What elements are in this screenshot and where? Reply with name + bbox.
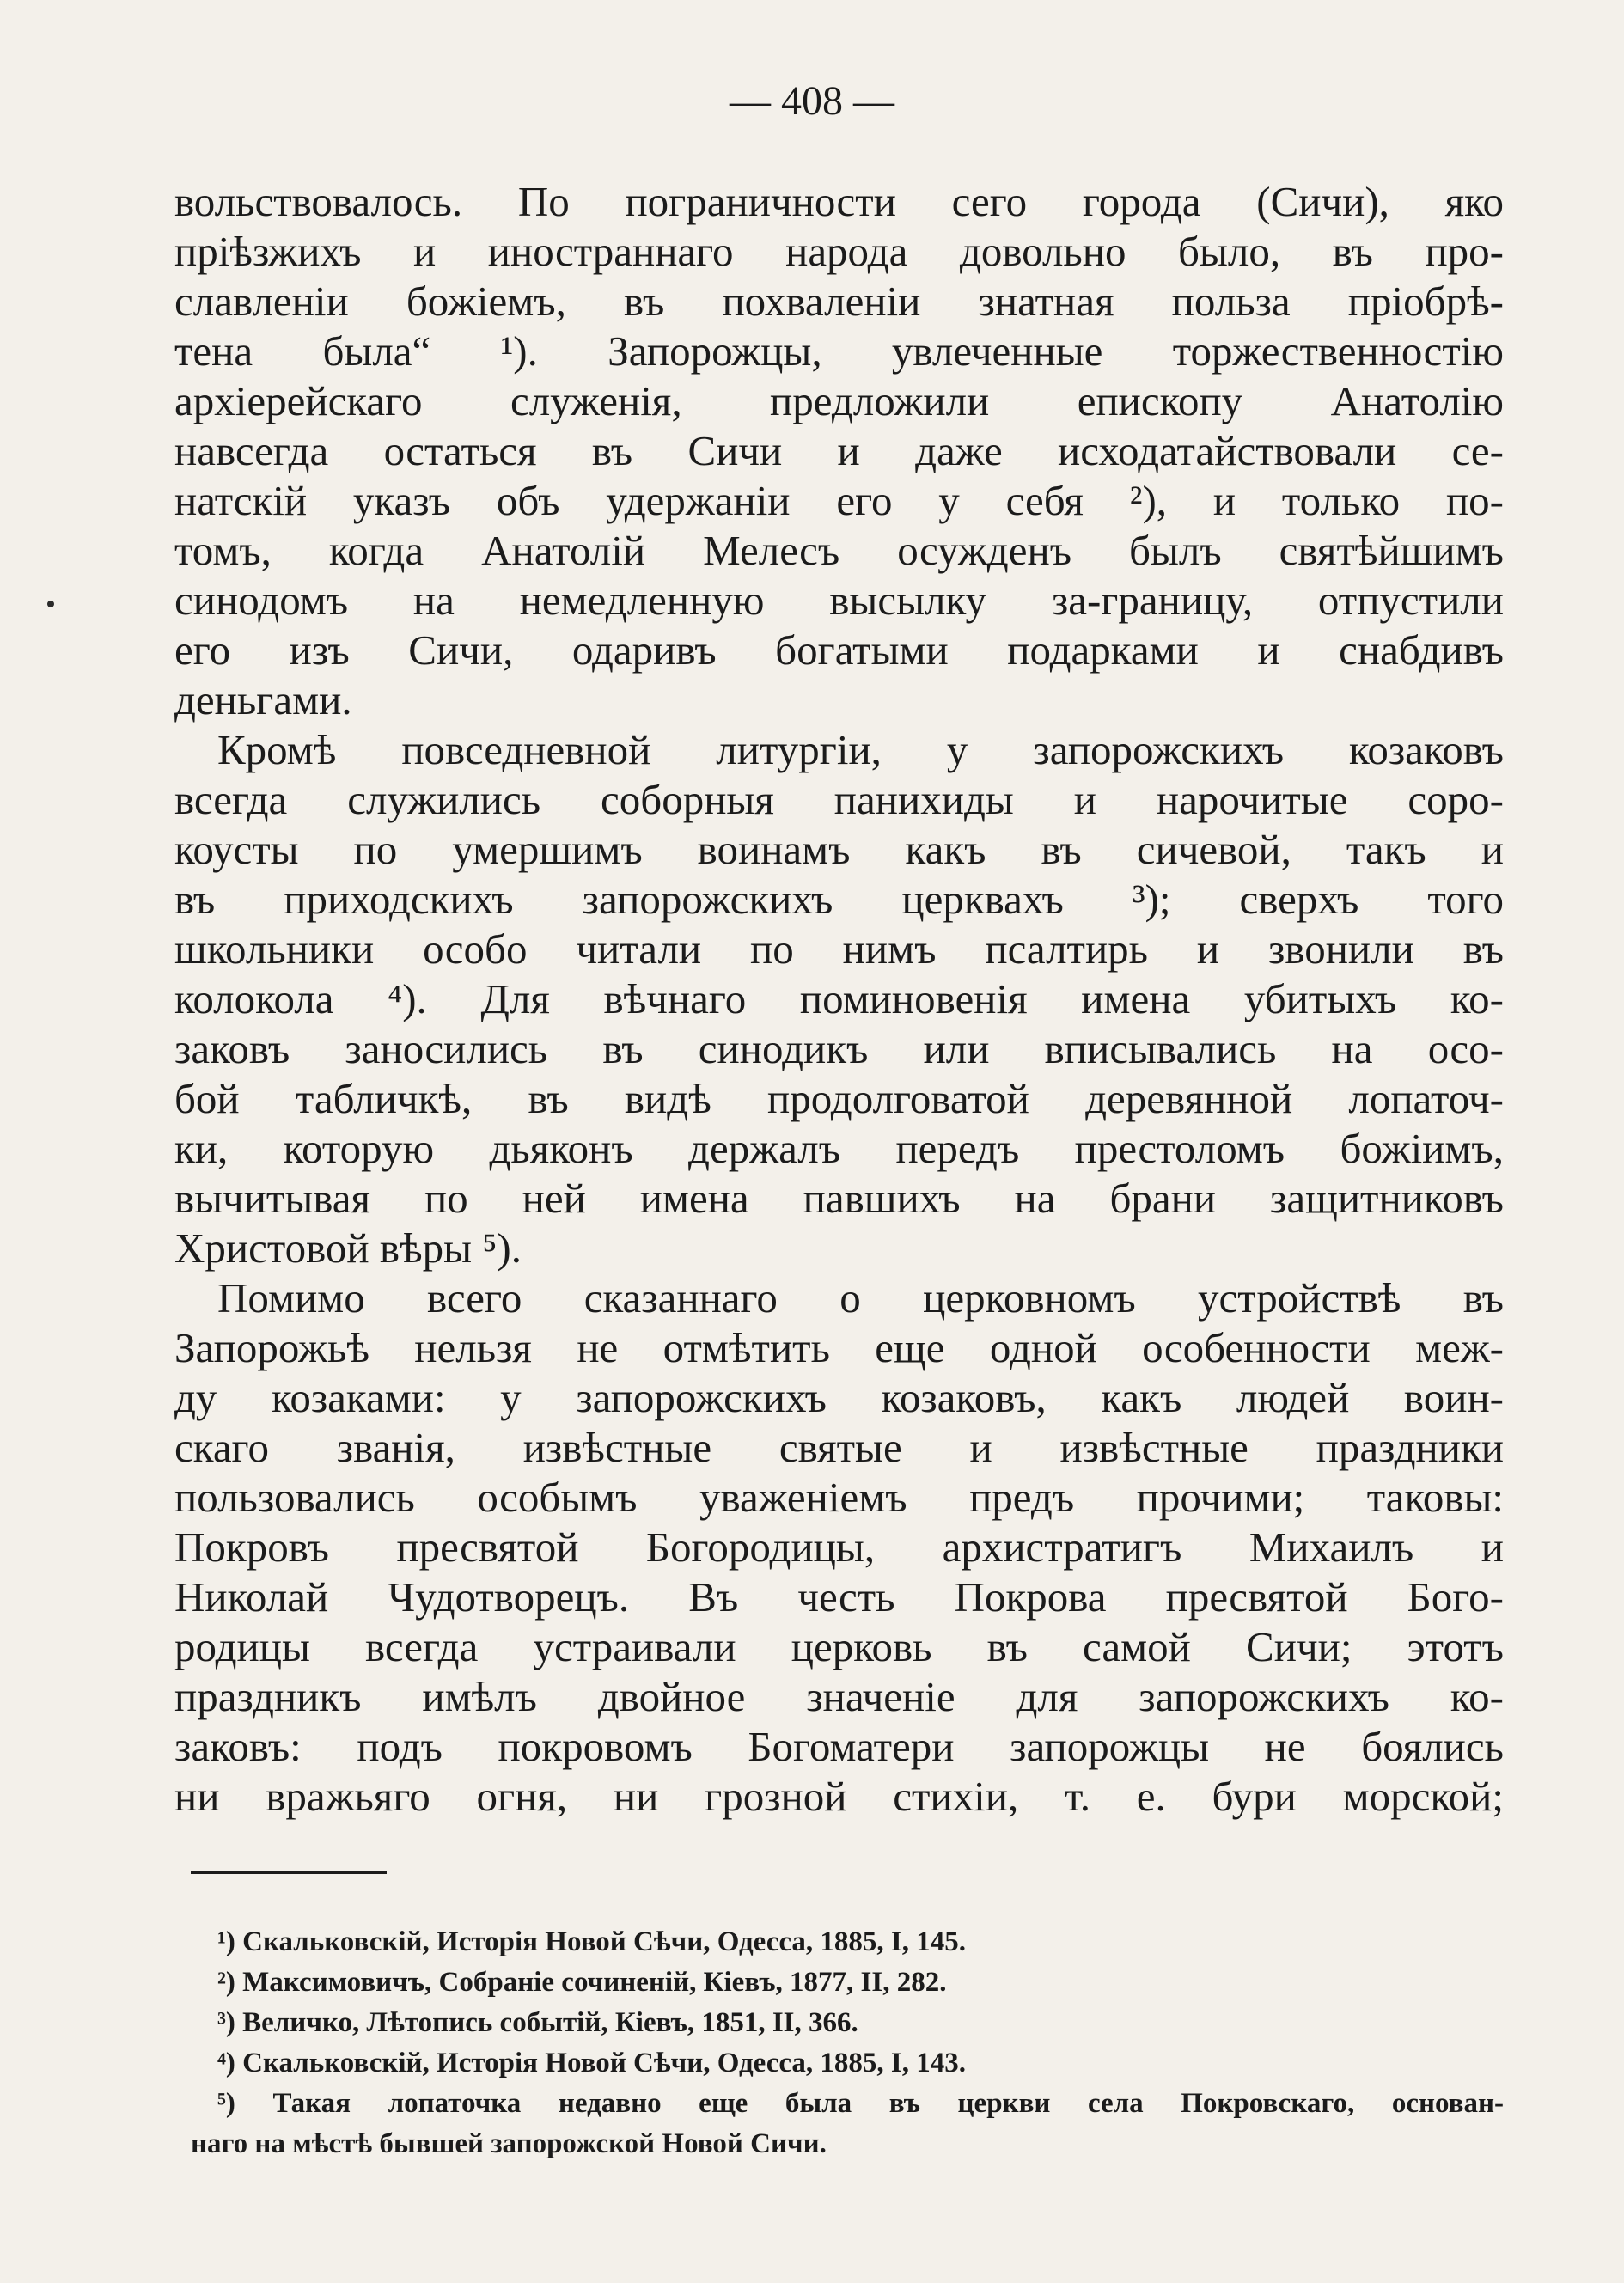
text-line: архіерейскаго служенія, предложили епископу Анатолію	[174, 377, 1504, 424]
text-line: праздникъ имѣлъ двойное значеніе для запорожскихъ ко-	[174, 1673, 1504, 1720]
text-line: заковъ: подъ покровомъ Богоматери запорожцы не боялись	[174, 1723, 1504, 1770]
text-line: навсегда остаться въ Сичи и даже исходатайствовали се-	[174, 427, 1504, 474]
page-number: — 408 —	[730, 78, 894, 124]
text-line: скаго званія, извѣстные святые и извѣстные праздники	[174, 1424, 1504, 1471]
text-line: Николай Чудотворецъ. Въ честь Покрова пресвятой Бого-	[174, 1573, 1504, 1621]
text-line: ки, которую дьяконъ держалъ передъ престоломъ божіимъ,	[174, 1125, 1504, 1172]
text-line: натскій указъ объ удержаніи его у себя ²), и только по-	[174, 477, 1504, 524]
margin-speck	[47, 601, 54, 607]
text-line: славленіи божіемъ, въ похваленіи знатная польза пріобрѣ-	[174, 278, 1504, 325]
text-line: вычитывая по ней имена павшихъ на брани защитниковъ	[174, 1175, 1504, 1222]
footnote-continuation: наго на мѣстѣ бывшей запорожской Новой Сичи.	[191, 2128, 827, 2159]
footnote-separator	[191, 1871, 387, 1874]
text-line: Христовой вѣры ⁵).	[174, 1224, 522, 1272]
text-line: въ приходскихъ запорожскихъ церквахъ ³); сверхъ того	[174, 876, 1504, 923]
text-line: его изъ Сичи, одаривъ богатыми подарками и снабдивъ	[174, 626, 1504, 674]
text-line: школьники особо читали по нимъ псалтирь и звонили въ	[174, 925, 1504, 973]
text-line: ни вражьяго огня, ни грозной стихіи, т. е. бури морской;	[174, 1773, 1504, 1820]
text-line: бой табличкѣ, въ видѣ продолговатой деревянной лопаточ-	[174, 1075, 1504, 1122]
text-line: Запорожьѣ нельзя не отмѣтить еще одной особенности меж-	[174, 1324, 1504, 1371]
text-line: всегда служились соборныя панихиды и нарочитые соро-	[174, 776, 1504, 823]
text-line: родицы всегда устраивали церковь въ самой Сичи; этотъ	[174, 1623, 1504, 1670]
footnote: ²) Максимовичъ, Собраніе сочиненій, Кіевъ, 1877, II, 282.	[217, 1967, 947, 1998]
text-line: коусты по умершимъ воинамъ какъ въ сичевой, такъ и	[174, 826, 1504, 873]
text-line: тена была“ ¹). Запорожцы, увлеченные торжественностію	[174, 327, 1504, 375]
text-line: томъ, когда Анатолій Мелесъ осужденъ былъ святѣйшимъ	[174, 527, 1504, 574]
text-line: пользовались особымъ уваженіемъ предъ прочими; таковы:	[174, 1474, 1504, 1521]
text-line: деньгами.	[174, 676, 352, 723]
text-line: синодомъ на немедленную высылку за-границу, отпустили	[174, 577, 1504, 624]
text-line: колокола ⁴). Для вѣчнаго поминовенія имена убитыхъ ко-	[174, 975, 1504, 1022]
text-line: ду козаками: у запорожскихъ козаковъ, какъ людей воин-	[174, 1374, 1504, 1421]
text-line: Помимо всего сказаннаго о церковномъ устройствѣ въ	[217, 1274, 1504, 1322]
text-line: вольствовалось. По пограничности сего города (Сичи), яко	[174, 178, 1504, 225]
footnote: ¹) Скальковскій, Исторія Новой Сѣчи, Одесса, 1885, I, 145.	[217, 1926, 967, 1957]
text-line: заковъ заносились въ синодикъ или вписывались на осо-	[174, 1025, 1504, 1072]
text-line: пріѣзжихъ и иностраннаго народа довольно было, въ про-	[174, 228, 1504, 275]
text-line: Кромѣ повседневной литургіи, у запорожскихъ козаковъ	[217, 726, 1504, 773]
footnote: ³) Величко, Лѣтопись событій, Кіевъ, 1851, II, 366.	[217, 2007, 858, 2038]
text-line: Покровъ пресвятой Богородицы, архистратигъ Михаилъ и	[174, 1523, 1504, 1571]
footnote: ⁴) Скальковскій, Исторія Новой Сѣчи, Одесса, 1885, I, 143.	[217, 2048, 967, 2079]
footnote: ⁵) Такая лопаточка недавно еще была въ церкви села Покровскаго, основан-	[217, 2088, 1504, 2119]
